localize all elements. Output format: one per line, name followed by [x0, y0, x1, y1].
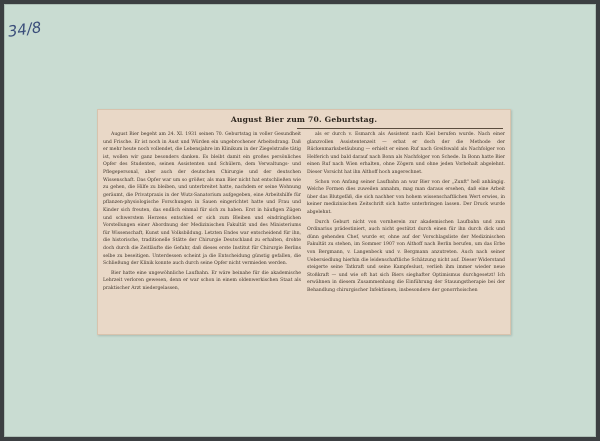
article-paragraph: als er durch v. Esmarch als Assistent nach Kiel berufen wurde. Nach einer glanzvollen Assistentenzeit — erbat er doch der die Methode der Rückenmarksbetäubung — erhielt er einen Ruf nach Greifswald als Nachfolger von Helferich und bald darauf nach Bonn als Nachfolger von Schede. In Bonn hatte Bier einen Ruf nach Wien erhalten, ohne Zögern und ohne jeden Vorbehalt abgelehnt. Dieser Vorsicht hat ihn Althoff hoch angerechnet.: [307, 132, 505, 175]
title-rule: [297, 128, 503, 129]
article-paragraph: Durch Geburt nicht von vornherein zur akademischen Laufbahn und zum Ordinarius prädestiniert, auch nicht gestützt durch einen für ihn durch dick und dünn gehenden Chef, wurde er, ohne auf der Vorschlagsliste der Medizinischen Fakultät zu stehen, im Sommer 1907 von Althoff nach Berlin berufen, um das Erbe von Bergmann, v. Langenbeck und v. Bergmann anzutreten. Auch nach seiner Uebersiedlung hierhin die leidenschaftliche Schätzung nicht auf. Dieser Widerstand steigerte seine Tatkraft und seine Kampfeslust, verlieh ihm immer wieder neue Stoßkraft — und wie oft hat sich Biers sieghafter Optimismus durchgesetzt! Ich erwähnen in diesem Zusammenhang die Einführung der Stauungstherapie bei der Behandlung chirurgischer Infektionen, insbesondere der gonorrhoischen: [307, 219, 505, 293]
article-paragraph: Schon von Anfang seiner Laufbahn an war Bier von der „Zunft" hell anhängig. Welche Formen dies zuweilen annahm, mag man daraus ersehen, daß eine Arbeit über das Blutgefäß, die sich nachher von hohem wissenschaftlichen Wert erwies, in keiner medizinischen Zeitschrift sich hatte unterbringen lassen. Der Druck wurde abgelehnt.: [307, 179, 505, 215]
newspaper-clipping: [97, 109, 511, 335]
article-column-left: [103, 131, 301, 331]
archive-mount-board: [4, 4, 596, 437]
article-title: August Bier zum 70. Geburtstag.: [230, 115, 378, 124]
article-paragraph: Bier hatte eine ungewöhnliche Laufbahn. Er wäre beinahe für die akademische Lehrzeit verloren gewesen, denn er war schon in einem oldenwerkischen Staat als praktischer Arzt niedergelassen,: [103, 270, 301, 291]
article-column-right: [307, 131, 505, 331]
handwritten-annotation: 34/8: [6, 18, 43, 41]
article-paragraph: August Bier begeht am 24. XI. 1931 seinen 70. Geburtstag in voller Gesundheit und Frische. Er ist noch in Aust und Würden ein ungebrochener Arbeitsdrang. Daß er mehr heute noch vollendet, die Lebensjahre im Klinikum in der Ziegelstraße tätig ist, wollen wir ganz besonders danken. Es bleibt damit ein großes persönliches Opfer des Studenten, seinen Assistenten und Schülern, dem Verwaltungs- und Pflegepersonal, aber auch der deutschen Chirurgie und der deutschen Wissenschaft. Das Opfer war um so größer, als man Bier nicht hat entschließen wie zu gehen, die Hilfe zu bleiben, und unterbreitet hatte, nachdem er seine Wohnung geräumt, die Privatpraxis in der Wutz-Sanatorium aufgegeben, eine Arbeitshilfe für pflanzen-physiologische Forschungen in Sauen eingerichtet hatte und Frau und Kinder sich freuten, das endlich einmal für sich zu haben. Erst in häufigen Zügen und schwerstem Herzens entschied er sich zum Bleiben und eindringlichen Vorstellungen einer Abordnung der Medizinischen Fakultät und des Ministeriums für Wissenschaft, Kunst und Volksbildung. Letzten Endes war entscheidend für ihn, die historische, traditionelle Stätte der Chirurgie Deutschland zu erhalten, drohte doch durch die Zeitläufte die Gefahr, daß dieses erste Institut für Chirurgie Berlins selbe zu beseitigen. Unterdessen scheint ja die Entscheidung günstig gefallen, die Schließung der Klinik konnte auch durch seine Opfer nicht vermieden werden.: [103, 132, 301, 267]
